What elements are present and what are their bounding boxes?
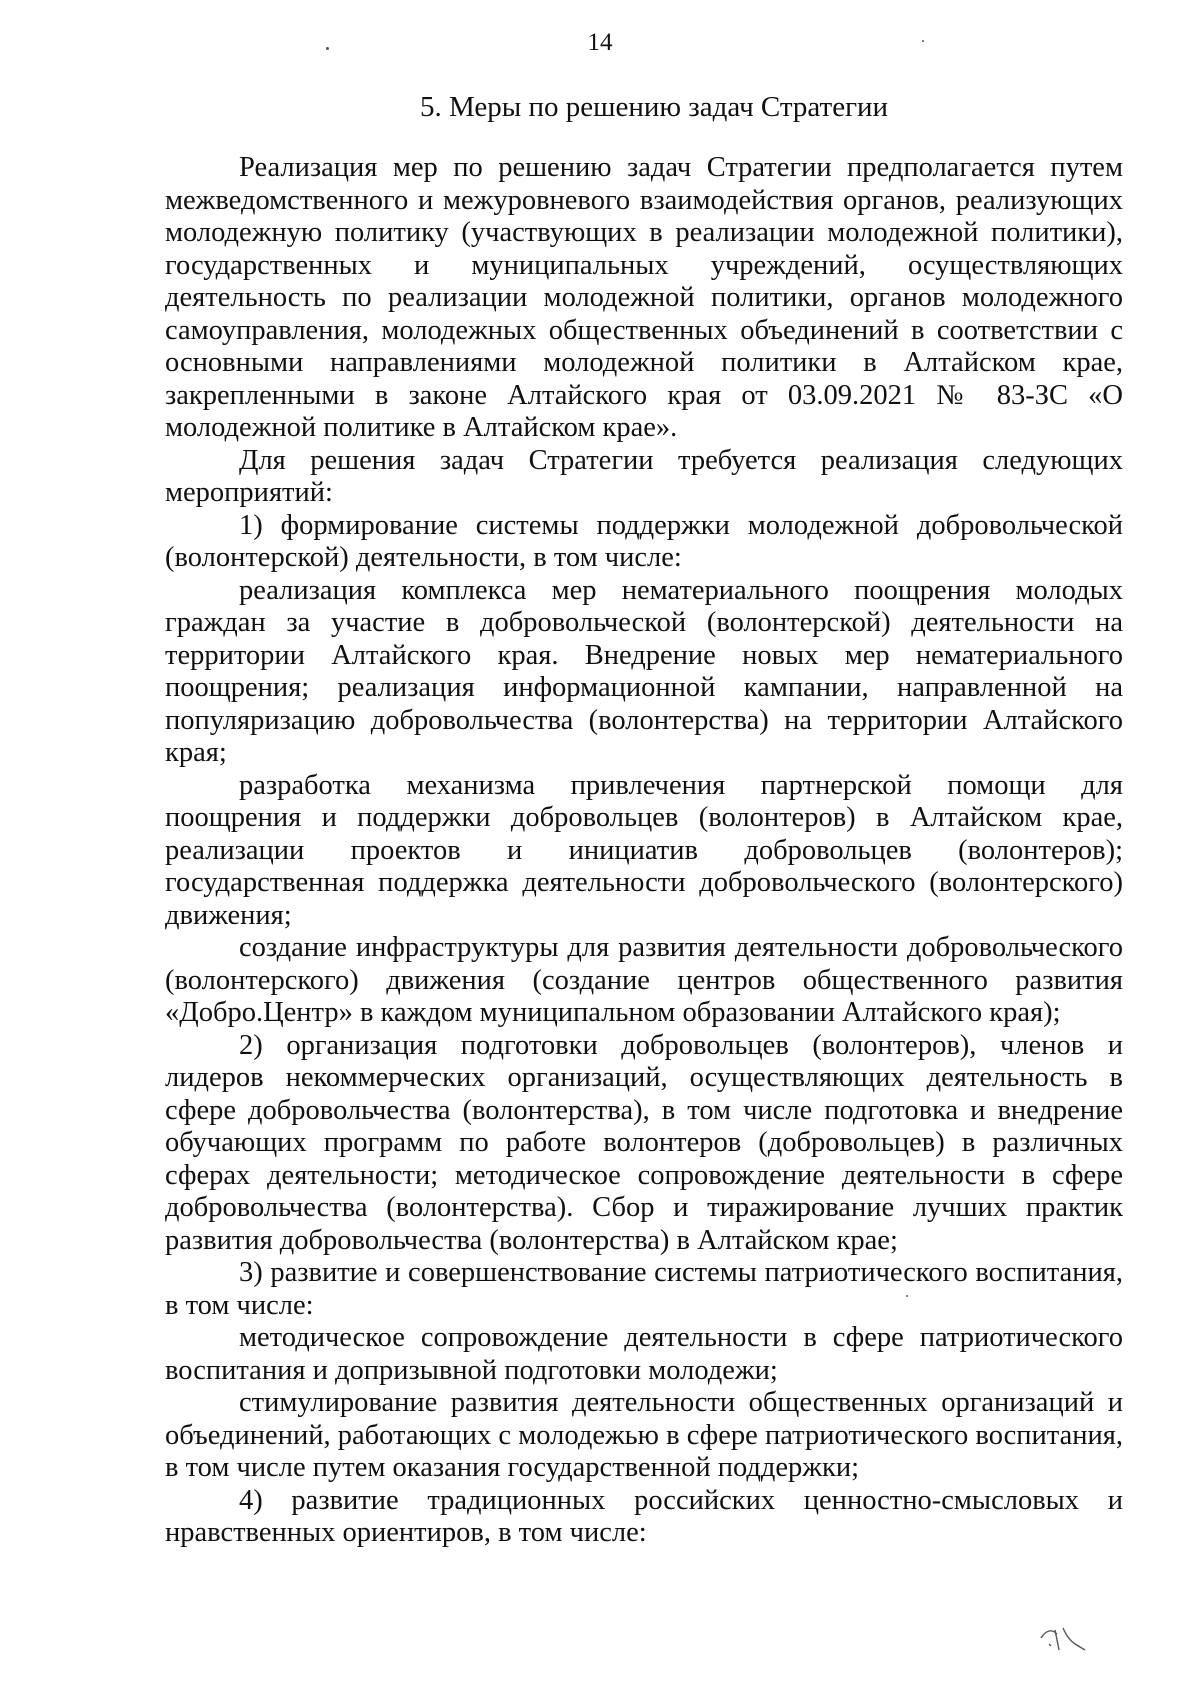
list-item-1: 1) формирование системы поддержки молодежной добровольческой (волонтерской) деятельности, в том числе: bbox=[165, 509, 1123, 573]
list-item-3: 3) развитие и совершенствование системы патриотического воспитания, в том числе: bbox=[165, 1257, 1123, 1321]
scan-speck bbox=[922, 40, 924, 42]
document-body bbox=[165, 152, 1123, 1550]
list-item-1-sub-2: разработка механизма привлечения партнерской помощи для поощрения и поддержки добровольцев (волонтеров) в Алтайском крае, реализации проектов и инициатив добровольцев (волонтеров); государственная поддержка деятельности добровольческого (волонтерского) движения; bbox=[165, 769, 1123, 931]
list-item-1-sub-3: создание инфраструктуры для развития деятельности добровольческого (волонтерского) движения (создание центров общественного развития «Добро.Центр» в каждом муниципальном образовании Алтайского края); bbox=[165, 932, 1123, 1028]
section-title: 5. Меры по решению задач Стратегии bbox=[420, 91, 889, 123]
list-item-3-sub-2: стимулирование развития деятельности общественных организаций и объединений, работающих с молодежью в сфере патриотического воспитания, в том числе путем оказания государственной поддержки; bbox=[165, 1387, 1123, 1483]
list-item-1-sub-1: реализация комплекса мер нематериального поощрения молодых граждан за участие в добровольческой (волонтерской) деятельности на территории Алтайского края. Внедрение новых мер нематериального поощрения; реализация информационной кампании, направленной на популяризацию добровольчества (волонтерства) на территории Алтайского края; bbox=[165, 574, 1123, 768]
scan-speck bbox=[326, 47, 329, 50]
list-item-3-sub-1: методическое сопровождение деятельности в сфере патриотического воспитания и допризывной подготовки молодежи; bbox=[165, 1322, 1123, 1386]
scan-speck bbox=[906, 1295, 908, 1297]
list-item-4: 4) развитие традиционных российских ценностно-смысловых и нравственных ориентиров, в том числе: bbox=[165, 1484, 1123, 1548]
handwritten-mark bbox=[1035, 1620, 1095, 1660]
paragraph-measures-lead: Для решения задач Стратегии требуется реализация следующих мероприятий: bbox=[165, 444, 1123, 508]
list-item-2: 2) организация подготовки добровольцев (волонтеров), членов и лидеров некоммерческих организаций, осуществляющих деятельность в сфере добровольчества (волонтерства), в том числе подготовка и внедрение обучающих программ по работе волонтеров (добровольцев) в различных сферах деятельности; методическое сопровождение деятельности в сфере добровольчества (волонтерства). Сбор и тиражирование лучших практик развития добровольчества (волонтерства) в Алтайском крае; bbox=[165, 1029, 1123, 1256]
page-number: 14 bbox=[587, 29, 613, 56]
paragraph-intro: Реализация мер по решению задач Стратегии предполагается путем межведомственного и межуровневого взаимодействия органов, реализующих молодежную политику (участвующих в реализации молодежной политики), государственных и муниципальных учреждений, осуществляющих деятельность по реализации молодежной политики, органов молодежного самоуправления, молодежных общественных объединений в соответствии с основными направлениями молодежной политики в Алтайском крае, закрепленными в законе Алтайского края от 03.09.2021 № 83-ЗС «О молодежной политике в Алтайском крае». bbox=[165, 152, 1123, 443]
